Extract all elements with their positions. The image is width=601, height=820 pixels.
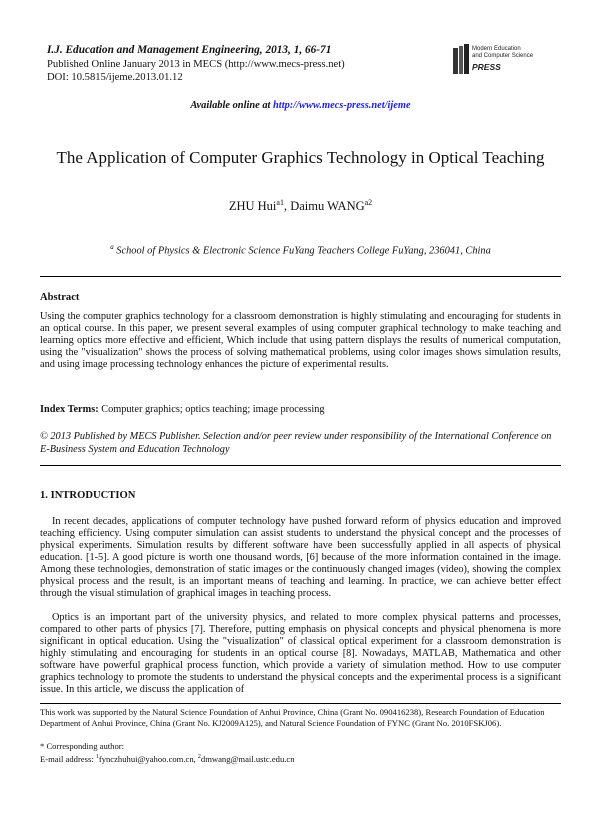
logo-press: PRESS — [472, 62, 501, 72]
logo-line-1: Modern Education — [472, 46, 521, 52]
index-terms-label: Index Terms: — [40, 404, 99, 415]
logo-line-2: and Computer Science — [472, 53, 534, 59]
abstract-heading: Abstract — [40, 292, 80, 303]
publication-info: Published Online January 2013 in MECS (http://www.mecs-press.net) — [47, 59, 345, 70]
introduction-paragraph-2: Optics is an important part of the university physics, and related to more complex physical patterns and processes, compared to other parts of physics [7]. Therefore, putting emphasis on physical concepts and physical phenomena is more significant in optical education. Using the "visualization" of classical optical experiment for a classroom demonstration is highly stimulating and encouraging for students in an optical course [8]. Nowadays, MATLAB, Mathematica and other software have powerful graphical process function, which provide a variety of simulation method. How to use computer graphics technology to promote the students to understand the physical concepts and the experimental process is a significant issue. In this article, we discuss the application of — [40, 612, 561, 695]
author-1-sup: a1 — [276, 198, 284, 207]
index-terms — [40, 404, 561, 416]
book-stack-icon — [452, 44, 470, 76]
paper-title: The Application of Computer Graphics Technology in Optical Teaching — [56, 148, 545, 167]
journal-citation: I.J. Education and Management Engineering, 2013, 1, 66-71 — [47, 44, 332, 56]
mecs-press-logo — [452, 40, 564, 84]
copyright-notice: © 2013 Published by MECS Publisher. Selection and/or peer review under responsibility of the International Conference on E-Business System and Education Technology — [40, 431, 552, 455]
journal-link[interactable]: http://www.mecs-press.net/ijeme — [273, 100, 411, 111]
affiliation-text: School of Physics & Electronic Science FuYang Teachers College FuYang, 236041, China — [113, 245, 491, 257]
author-list — [0, 198, 601, 214]
funding-footnote: This work was supported by the Natural Science Foundation of Anhui Province, China (Grant No. 090416238), Research Foundation of Education Department of Anhui Province, China (Grant No. KJ2009A125), and Natural Science Foundation of FYNC (Grant No. 2010FSKJ06). — [40, 707, 545, 728]
affiliation — [0, 243, 601, 256]
author-2-sup: a2 — [364, 198, 373, 207]
available-prefix: Available online at — [190, 100, 274, 111]
introduction-heading: 1. INTRODUCTION — [40, 490, 136, 501]
email-1[interactable]: fynczhuhui@yahoo.com.cn, — [98, 753, 198, 764]
footnote-divider — [40, 703, 561, 704]
available-online — [0, 100, 601, 111]
email-2[interactable]: dmwang@mail.ustc.edu.cn — [200, 753, 295, 764]
doi: DOI: 10.5815/ijeme.2013.01.12 — [47, 72, 183, 83]
divider-top — [40, 276, 561, 277]
affiliation-sup: a — [110, 243, 114, 251]
email-footnote — [40, 752, 561, 764]
corresponding-author: * Corresponding author: — [40, 741, 125, 751]
divider-bottom — [40, 465, 561, 466]
index-terms-text: Computer graphics; optics teaching; image processing — [98, 404, 325, 415]
introduction-paragraph-1: In recent decades, applications of computer technology have pushed forward reform of physics education and improved teaching efficiency. Using computer simulation can assist students to understand the physical concept and the processes of physical experiments. Simulation results by different software have been successfully applied in all aspects of physical education. [1-5]. A good picture is worth one thousand words, [6] because of the more information contained in the image. Among these technologies, demonstration of static images or the continuously changed images (video), showing the complex physical process and the result, is an important means of teaching and learning. In practice, we can achieve better effect through the visual stimulation of graphical images in teaching process. — [40, 516, 561, 599]
email-label: E-mail address: — [40, 753, 96, 764]
email-1-sup: 1 — [95, 754, 99, 760]
email-2-sup: 2 — [197, 754, 201, 760]
author-1: ZHU Hui — [228, 199, 277, 214]
abstract-text: Using the computer graphics technology for a classroom demonstration is highly stimulating and encouraging for students in an optical course. In this paper, we present several examples of using computer graphical technology to make teaching and learning optics more effective and efficient, Which include that using pattern displays the results of numerical computation, using the "visualization" shows the process of solving mathematical problems, using color images shows simulation results, and using image processing technology enhances the picture of experimental results. — [40, 311, 561, 370]
author-2: , Daimu WANG — [283, 199, 365, 214]
